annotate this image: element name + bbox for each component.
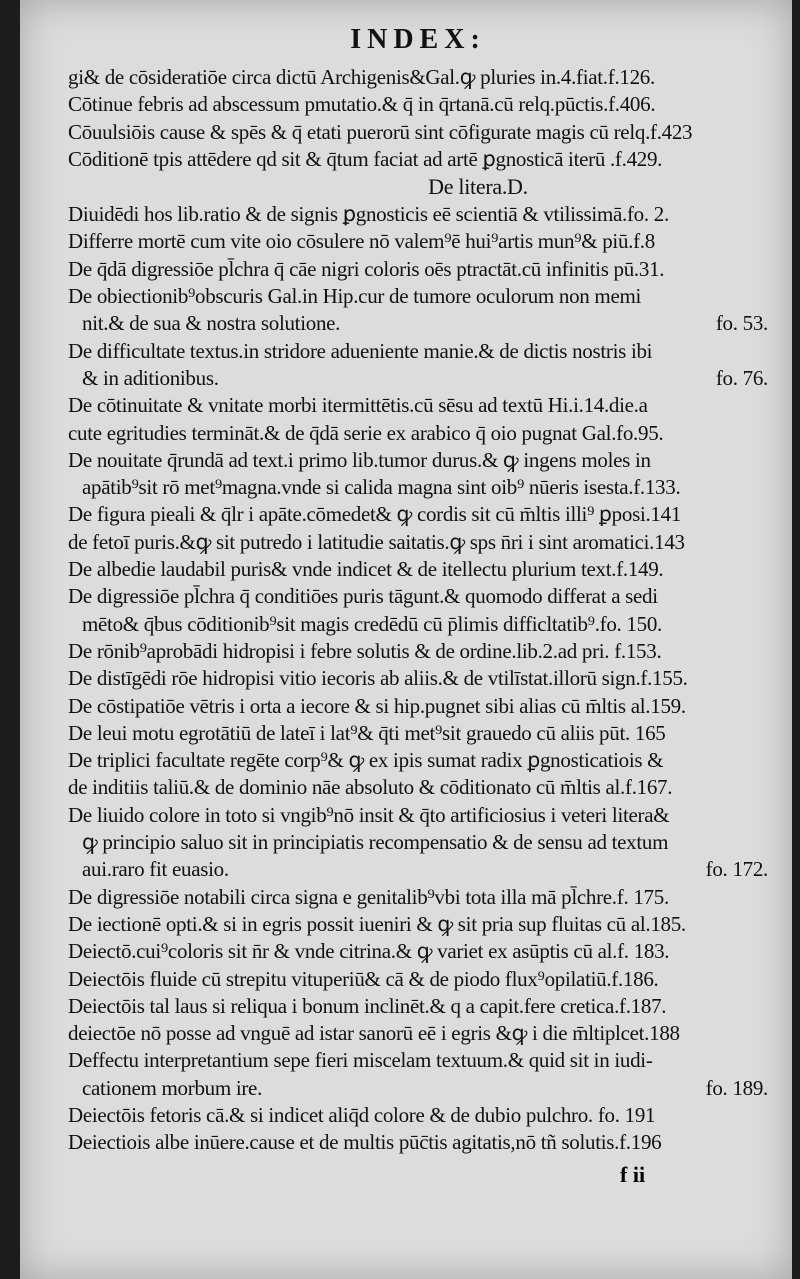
index-line [68, 91, 768, 118]
index-line-text: De cōstipatiōe vētris i orta a iecore & si hip.pugnet sibi alias cū m̄ltis al.159. [68, 693, 686, 718]
index-line [68, 802, 768, 829]
index-line [68, 829, 768, 856]
index-line [68, 583, 768, 610]
index-line [68, 64, 768, 91]
index-line [68, 1020, 768, 1047]
index-line [68, 911, 768, 938]
signature-mark: f ii [620, 1162, 646, 1187]
folio-reference: fo. 172. [705, 857, 768, 882]
index-line-text: De liuido colore in toto si vngib⁹nō insit & q̄to artificiosius i veteri litera& [68, 802, 670, 827]
index-line-text: gi& de cōsideratiōe circa dictū Archigenis&Gal.ꝙ pluries in.4.fiat.f.126. [68, 65, 655, 89]
index-line [68, 1102, 768, 1129]
index-line [68, 283, 768, 310]
index-line [68, 529, 768, 556]
index-line [68, 611, 768, 638]
index-line-text: De q̄dā digressiōe pl̄chra q̄ cāe nigri coloris oēs ptractāt.cū infinitis pū.31. [68, 256, 665, 281]
page-header: INDEX: [350, 24, 486, 55]
index-line [68, 146, 768, 173]
index-line-text: Deiectōis fetoris cā.& si indicet aliq̄d colore & de dubio pulchro. fo. 191 [68, 1102, 656, 1127]
index-line-text: De leui motu egrotātiū de lateī i lat⁹& q̄ti met⁹sit grauedo cū aliis pūt. 165 [68, 720, 666, 745]
index-line-text: Cōuulsiōis cause & spēs & q̄ etati puerorū sint cōfigurate magis cū relq.f.423 [68, 119, 693, 144]
index-line-text: De digressiōe notabili circa signa e genitalib⁹vbi tota illa mā pl̄chre.f. 175. [68, 884, 669, 909]
index-line [68, 993, 768, 1020]
index-line-text: Differre mortē cum vite oio cōsulere nō valem⁹ē hui⁹artis mun⁹& piū.f.8 [68, 229, 655, 254]
index-line-text: De obiectionib⁹obscuris Gal.in Hip.cur de tumore oculorum non memi [68, 284, 642, 309]
index-line [68, 228, 768, 255]
index-line-text: deiectōe nō posse ad vnguē ad istar sanorū eē i egris &ꝙ i die m̄ltiplcet.188 [68, 1021, 680, 1046]
index-line-text: aui.raro fit euasio. [82, 857, 229, 882]
index-line [68, 774, 768, 801]
index-line-text: apātib⁹sit rō met⁹magna.vnde si calida magna sint oib⁹ nūeris isesta.f.133. [82, 475, 681, 500]
index-line-text: De litera.D. [428, 174, 528, 200]
index-line-text: De difficultate textus.in stridore adueniente manie.& de dictis nostris ibi [68, 338, 653, 363]
folio-reference: fo. 189. [705, 1075, 768, 1100]
index-line [68, 856, 768, 883]
index-line [68, 1075, 768, 1102]
index-line-text: De distīgēdi rōe hidropisi vitio iecoris ab aliis.& de vtilīstat.illorū sign.f.155. [68, 666, 688, 691]
index-text [68, 20, 768, 1157]
index-line [68, 720, 768, 747]
section-heading [188, 173, 768, 201]
index-line-text: De rōnib⁹aprobādi hidropisi i febre solutis & de ordine.lib.2.ad pri. f.153. [68, 638, 662, 663]
folio-reference: fo. 53. [715, 311, 768, 336]
index-line-text: De digressiōe pl̄chra q̄ conditiōes puris tāgunt.& quomodo differat a sedi [68, 584, 658, 609]
index-line-text: De albedie laudabil puris& vnde indicet & de itellectu plurium text.f.149. [68, 557, 664, 582]
index-line-text: Deffectu interpretantium sepe fieri miscelam textuum.& quid sit in iudi- [68, 1048, 653, 1073]
index-line-text: de fetoī puris.&ꝙ sit putredo i latitudie saitatis.ꝙ sps n̄ri i sint aromatici.143 [68, 529, 685, 554]
index-line [68, 447, 768, 474]
index-line [68, 338, 768, 365]
index-line [68, 420, 768, 447]
index-entries [68, 64, 768, 1157]
index-line-text: Deiectōis fluide cū strepitu vituperiū& cā & de piodo flux⁹opilatiū.f.186. [68, 966, 659, 991]
folio-reference: fo. 76. [715, 365, 768, 390]
index-line-text: Deiectiois albe inūere.cause et de multis pūc̄tis agitatis,nō tñ solutis.f.196 [68, 1130, 662, 1155]
index-line [68, 1047, 768, 1074]
index-line [68, 501, 768, 528]
index-line-text: Deiectōis tal laus si reliqua i bonum inclinēt.& q a capit.fere cretica.f.187. [68, 993, 667, 1018]
index-line-text: De triplici facultate regēte corp⁹& ꝙ ex ipis sumat radix ꝑgnosticatiois & [68, 748, 664, 773]
index-line [68, 556, 768, 583]
index-line [68, 638, 768, 665]
index-line [68, 938, 768, 965]
index-line-text: Diuidēdi hos lib.ratio & de signis ꝑgnosticis eē scientiā & vtilissimā.fo. 2. [68, 202, 669, 227]
index-line-text: cationem morbum ire. [82, 1075, 263, 1100]
index-line-text: De nouitate q̄rundā ad text.i primo lib.tumor durus.& ꝙ ingens moles in [68, 447, 651, 472]
index-line [68, 1129, 768, 1156]
index-line-text: De iectionē opti.& si in egris possit iueniri & ꝙ sit pria sup fluitas cū al.185. [68, 911, 686, 936]
book-page [20, 0, 792, 1279]
index-line [68, 884, 768, 911]
index-line [68, 119, 768, 146]
index-line-text: cute egritudies termināt.& de q̄dā serie ex arabico q̄ oio pugnat Gal.fo.95. [68, 420, 664, 445]
index-line-text: De cōtinuitate & vnitate morbi itermittētis.cū sēsu ad textū Hi.i.14.die.a [68, 393, 648, 418]
index-line [68, 747, 768, 774]
index-line-text: ꝙ principio saluo sit in principiatis recompensatio & de sensu ad textum [82, 830, 669, 855]
index-line-text: Cōtinue febris ad abscessum pmutatio.& q̄ in q̄rtanā.cū relq.pūctis.f.406. [68, 92, 656, 117]
index-line-text: nit.& de sua & nostra solutione. [82, 311, 341, 336]
index-line [68, 392, 768, 419]
index-line-text: Cōditionē tpis attēdere qd sit & q̄tum faciat ad artē ꝑgnosticā iterū .f.429. [68, 146, 663, 171]
index-line-text: De figura pieali & q̄lr i apāte.cōmedet& ꝙ cordis sit cū m̄ltis illi⁹ ꝑposi.141 [68, 502, 682, 527]
index-line-text: Deiectō.cui⁹coloris sit n̄r & vnde citrina.& ꝙ variet ex asūptis cū al.f. 183. [68, 939, 670, 964]
index-line [68, 966, 768, 993]
index-line [68, 693, 768, 720]
index-line [68, 256, 768, 283]
index-line-text: mēto& q̄bus cōditionib⁹sit magis credēdū cū p̄limis difficltatib⁹.fo. 150. [82, 611, 662, 636]
index-line [68, 365, 768, 392]
index-line [68, 201, 768, 228]
index-line-text: de inditiis taliū.& de dominio nāe absoluto & cōditionato cū m̄ltis al.f.167. [68, 775, 673, 800]
index-line [68, 310, 768, 337]
index-line [68, 474, 768, 501]
index-line [68, 665, 768, 692]
index-line-text: & in aditionibus. [82, 365, 219, 390]
